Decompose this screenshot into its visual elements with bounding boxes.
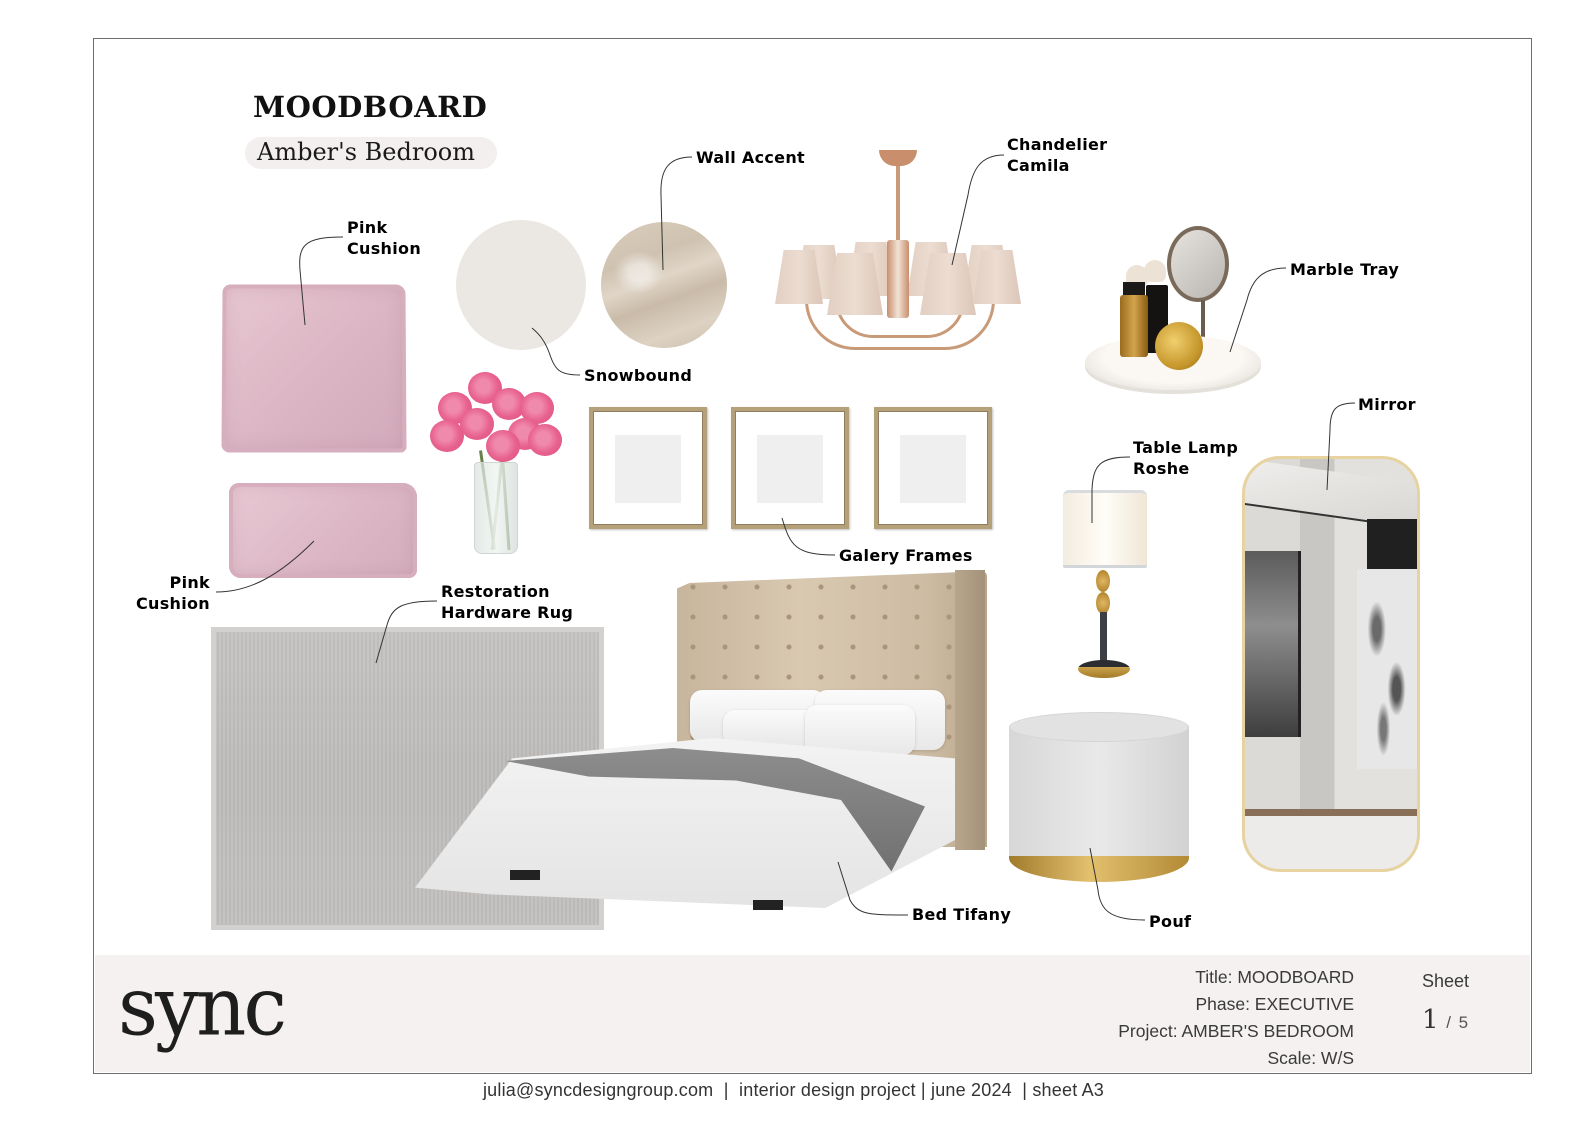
gold-compact-image — [1155, 322, 1203, 370]
pouf-image — [1009, 712, 1189, 882]
label-line: Hardware Rug — [441, 603, 574, 622]
meta-title: Title: MOODBOARD — [1195, 967, 1354, 987]
sheet-total: 5 — [1458, 1013, 1469, 1032]
label-rug — [441, 581, 573, 623]
label-line: Pink — [347, 218, 388, 237]
gallery-frame — [874, 407, 992, 529]
pink-cushion-square-image — [221, 285, 406, 453]
snowbound-swatch — [456, 220, 586, 350]
mirror-image — [1242, 456, 1420, 872]
label-bed: Bed Tifany — [912, 905, 1012, 924]
meta-scale: Scale: W/S — [1267, 1048, 1354, 1068]
sheet-number — [1422, 1005, 1468, 1035]
label-line: Cushion — [347, 239, 422, 258]
title-block-meta — [1118, 964, 1354, 1072]
label-pink-cushion-lumbar — [120, 572, 210, 614]
label-pouf: Pouf — [1149, 912, 1192, 931]
table-lamp-base — [1078, 660, 1130, 678]
table-lamp-orb — [1096, 592, 1110, 614]
label-marble-tray: Marble Tray — [1290, 260, 1400, 279]
vanity-mirror-image — [1167, 226, 1229, 302]
label-line: Roshe — [1133, 459, 1190, 478]
page-subtitle: Amber's Bedroom — [257, 138, 476, 166]
table-lamp-shade — [1063, 490, 1147, 568]
gallery-frame — [589, 407, 707, 529]
sync-logo: sync — [118, 959, 285, 1055]
label-gallery-frames: Galery Frames — [839, 546, 973, 565]
table-lamp-stem — [1100, 612, 1107, 664]
sheet-current: 1 — [1422, 1005, 1439, 1035]
label-line: Cushion — [135, 594, 210, 613]
label-snowbound: Snowbound — [584, 366, 693, 385]
label-line: Pink — [169, 573, 210, 592]
label-pink-cushion-square — [347, 217, 421, 259]
label-table-lamp — [1133, 437, 1238, 479]
pink-cushion-lumbar-image — [229, 483, 417, 578]
label-line: Camila — [1007, 156, 1070, 175]
gallery-frame — [731, 407, 849, 529]
meta-phase: Phase: EXECUTIVE — [1195, 994, 1354, 1014]
shaving-brush-image — [1144, 260, 1166, 282]
sheet-separator: / — [1446, 1013, 1451, 1032]
pink-roses-vase-image — [430, 370, 558, 560]
label-wall-accent: Wall Accent — [696, 148, 805, 167]
wall-accent-swatch — [601, 222, 727, 348]
label-line: Restoration — [441, 582, 550, 601]
label-line: Chandelier — [1007, 135, 1108, 154]
chandelier-image — [775, 150, 1025, 355]
label-mirror: Mirror — [1358, 395, 1416, 414]
page-title: MOODBOARD — [253, 90, 488, 124]
meta-project: Project: AMBER'S BEDROOM — [1118, 1021, 1354, 1041]
label-chandelier — [1007, 134, 1107, 176]
sheet-label: Sheet — [1422, 971, 1470, 991]
contact-footer-line: julia@syncdesigngroup.com | interior design project | june 2024 | sheet A3 — [482, 1080, 1105, 1100]
perfume-bottle-image — [1120, 295, 1148, 357]
table-lamp-orb — [1096, 570, 1110, 592]
label-line: Table Lamp — [1133, 438, 1239, 457]
